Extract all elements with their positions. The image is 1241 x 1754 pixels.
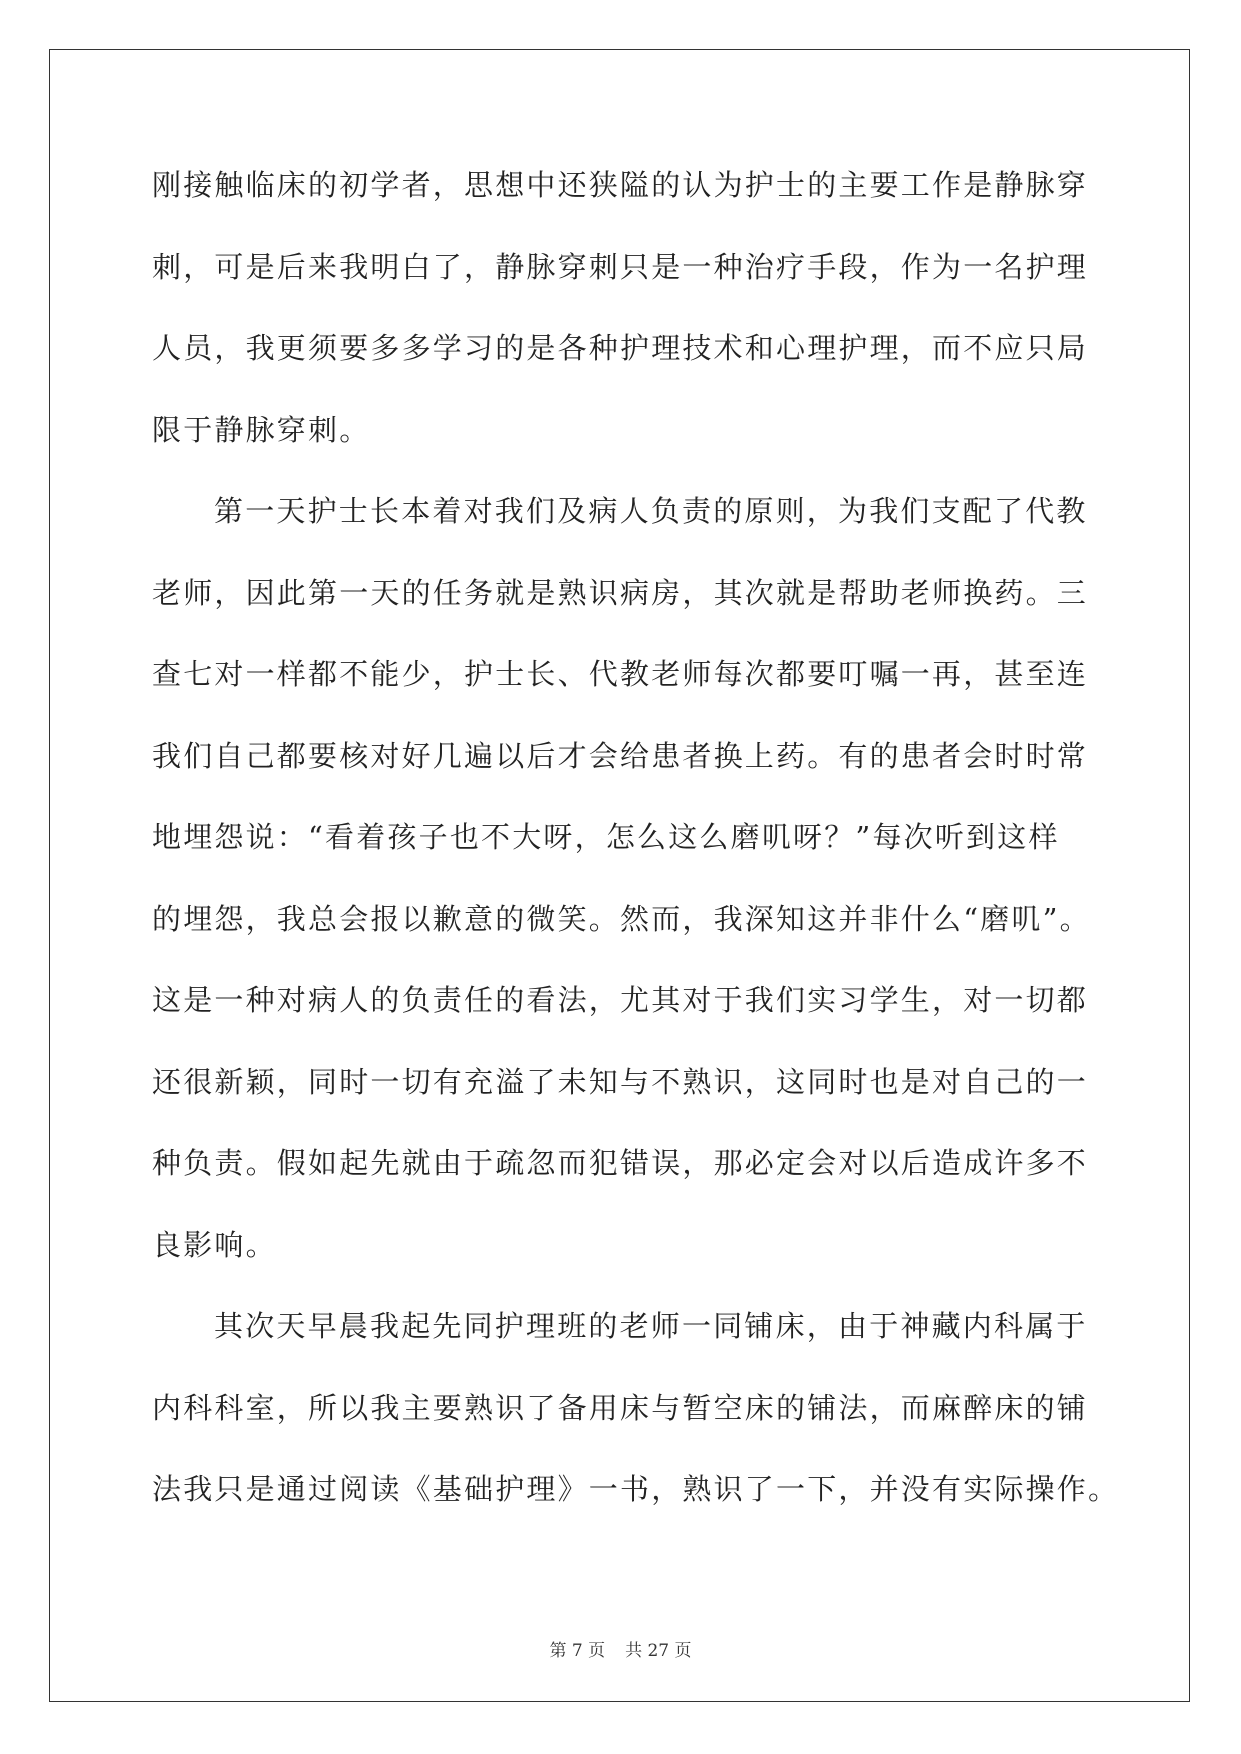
text-line: 地埋怨说：“看着孩子也不大呀，怎么这么磨叽呀？”每次听到这样 (152, 820, 1060, 854)
text-line: 刺，可是后来我明白了，静脉穿刺只是一种治疗手段，作为一名护理 (152, 249, 1089, 284)
page-number: 第 7 页 (549, 1641, 606, 1661)
paragraph-start-line: 第一天护士长本着对我们及病人负责的原则，为我们支配了代教 (214, 494, 1088, 528)
text-line: 内科科室，所以我主要熟识了备用床与暂空床的铺法，而麻醉床的铺 (152, 1390, 1089, 1425)
total-pages: 共 27 页 (625, 1641, 692, 1661)
text-line: 我们自己都要核对好几遍以后才会给患者换上药。有的患者会时时常 (152, 738, 1089, 773)
text-line: 限于静脉穿刺。 (152, 412, 371, 447)
text-line: 还很新颖，同时一切有充溢了未知与不熟识，这同时也是对自己的一 (152, 1064, 1089, 1099)
text-line: 这是一种对病人的负责任的看法，尤其对于我们实习学生，对一切都 (152, 983, 1089, 1017)
text-line: 良影响。 (152, 1227, 277, 1262)
text-line: 人员，我更须要多多学习的是各种护理技术和心理护理，而不应只局 (152, 331, 1089, 365)
text-line: 查七对一样都不能少，护士长、代教老师每次都要叮嘱一再，甚至连 (152, 657, 1089, 691)
page-footer (0, 1636, 1241, 1661)
text-line: 老师，因此第一天的任务就是熟识病房，其次就是帮助老师换药。三 (152, 575, 1089, 610)
text-line: 的埋怨，我总会报以歉意的微笑。然而，我深知这并非什么“磨叽”。 (152, 901, 1091, 936)
text-line: 法我只是通过阅读《基础护理》一书，熟识了一下，并没有实际操作。 (152, 1472, 1120, 1506)
paragraph-start-line: 其次天早晨我起先同护理班的老师一同铺床，由于神藏内科属于 (214, 1309, 1088, 1343)
text-line: 种负责。假如起先就由于疏忽而犯错误，那必定会对以后造成许多不 (152, 1146, 1089, 1180)
text-line: 刚接触临床的初学者，思想中还狭隘的认为护士的主要工作是静脉穿 (152, 168, 1089, 202)
document-body (152, 158, 1120, 1544)
